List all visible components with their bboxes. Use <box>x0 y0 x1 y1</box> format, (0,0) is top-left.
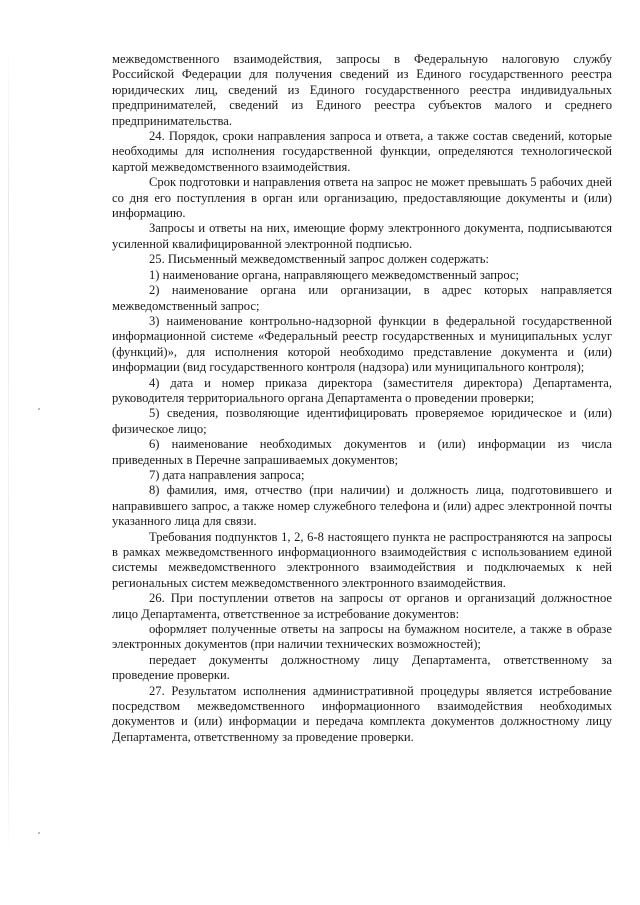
list-item-2: 2) наименование органа или организации, в адрес которых направляется межведомственный запрос; <box>112 283 612 313</box>
paragraph-response-deadline: Срок подготовки и направления ответа на запрос не может превышать 5 рабочих дней со дня его поступления в орган или организацию, предоставляющие документы и (или) информацию. <box>112 175 612 221</box>
scan-speck <box>38 832 40 834</box>
paragraph-24: 24. Порядок, сроки направления запроса и ответа, а также состав сведений, которые необходимы для исполнения государственной функции, определяются технологической картой межведомственного взаимодействия. <box>112 129 612 174</box>
paragraph-26-action-1: оформляет полученные ответы на запросы на бумажном носителе, а также в образе электронных документов (при наличии технических возможностей); <box>112 622 612 652</box>
list-item-6: 6) наименование необходимых документов и (или) информации из числа приведенных в Перечне запрашиваемых документов; <box>112 437 612 467</box>
paragraph-26-action-2: передает документы должностному лицу Департамента, ответственному за проведение проверки. <box>112 652 612 683</box>
paragraph-27: 27. Результатом исполнения административной процедуры является истребование посредством межведомственного информационного взаимодействия необходимых документов и (или) информации и передача комплекта документов должностному лицу Департамента, ответственному за проведение проверки. <box>112 683 612 744</box>
paragraph-26: 26. При поступлении ответов на запросы от органов и организаций должностное лицо Департамента, ответственное за истребование документов: <box>112 591 612 621</box>
paragraph-25: 25. Письменный межведомственный запрос должен содержать: <box>149 252 489 267</box>
list-item-5: 5) сведения, позволяющие идентифицировать проверяемое юридическое и (или) физическое лицо; <box>112 406 612 436</box>
scan-edge-artifact <box>8 40 9 860</box>
list-item-4: 4) дата и номер приказа директора (заместителя директора) Департамента, руководителя территориального органа Департамента о проведении проверки; <box>112 375 612 405</box>
paragraph-requirements-exception: Требования подпунктов 1, 2, 6-8 настоящего пункта не распространяются на запросы в рамках межведомственного информационного взаимодействия с использованием единой системы межведомственного электронного взаимодействия и подключаемых к ней региональных систем межведомственного электронного взаимодействия. <box>112 529 612 590</box>
document-body <box>112 52 612 745</box>
list-item-8: 8) фамилия, имя, отчество (при наличии) и должность лица, подготовившего и направившего запрос, а также номер служебного телефона и (или) адрес электронной почты указанного лица для связи. <box>112 483 612 529</box>
paragraph-continuation: межведомственного взаимодействия, запросы в Федеральную налоговую службу Российской Федерации для получения сведений из Единого государственного реестра юридических лиц, сведений из Единого государственного реестра индивидуальных предпринимателей, сведений из Единого реестра субъектов малого и среднего предпринимательства. <box>112 52 612 128</box>
scan-speck <box>38 408 40 410</box>
list-item-7: 7) дата направления запроса; <box>149 467 305 482</box>
list-item-1: 1) наименование органа, направляющего межведомственный запрос; <box>149 267 520 282</box>
paragraph-electronic-signature: Запросы и ответы на них, имеющие форму электронного документа, подписываются усиленной квалифицированной электронной подписью. <box>112 221 612 251</box>
list-item-3: 3) наименование контрольно-надзорной функции в федеральной государственной информационной системе «Федеральный реестр государственных и муниципальных услуг (функций)», для исполнения которой необходимо представление документа и (или) информации (вид государственного контроля (надзора) или муниципального контроля); <box>112 313 612 375</box>
